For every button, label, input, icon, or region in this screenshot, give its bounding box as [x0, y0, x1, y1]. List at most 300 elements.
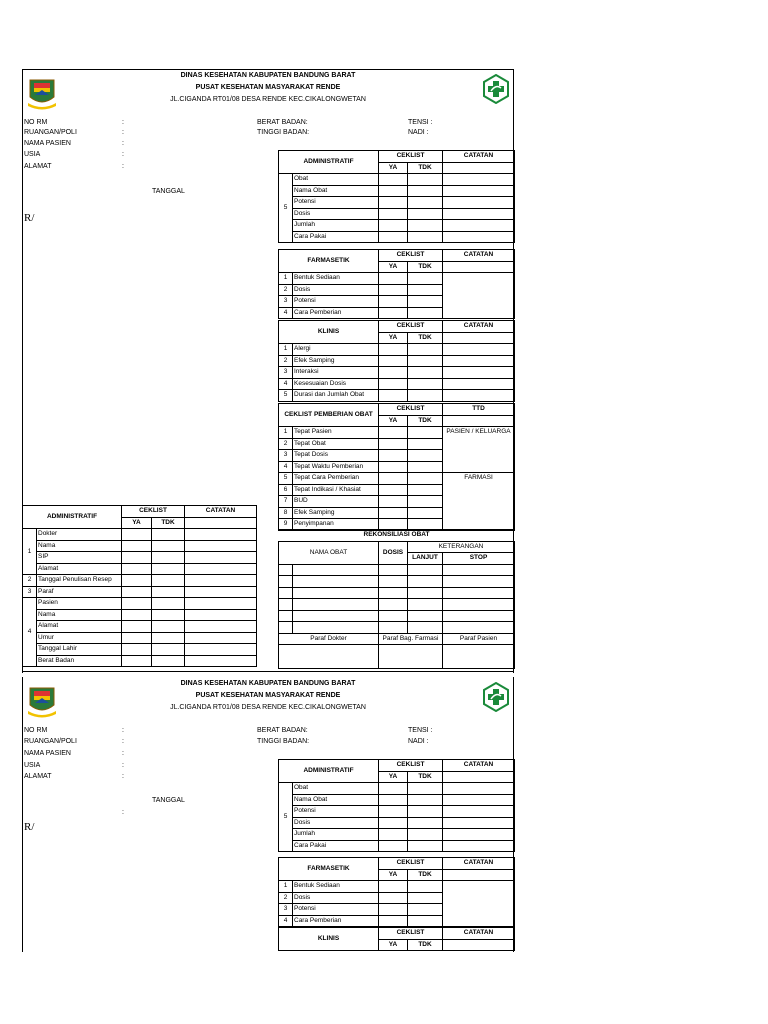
catatan-cell[interactable] — [443, 231, 515, 243]
item-label: Tepat Indikasi / Khasiat — [293, 484, 379, 496]
catatan-cell[interactable] — [443, 273, 515, 319]
check-tdk[interactable] — [408, 367, 443, 379]
check-ya[interactable] — [122, 586, 152, 598]
check-tdk[interactable] — [152, 563, 185, 575]
check-ya[interactable] — [379, 390, 408, 402]
table-row — [279, 587, 515, 599]
check-tdk[interactable] — [408, 450, 443, 462]
item-label: Tepat Waktu Pemberian — [293, 461, 379, 473]
catatan-cell[interactable] — [185, 609, 257, 621]
paraf-pasien[interactable]: Paraf Pasien — [443, 633, 515, 645]
tdk-header: TDK — [408, 869, 443, 881]
item-label: Tepat Dosis — [293, 450, 379, 462]
table-row — [279, 564, 515, 576]
stop-cell[interactable] — [443, 576, 515, 588]
header-office: DINAS KESEHATAN KABUPATEN BANDUNG BARAT — [180, 72, 356, 79]
paraf-dokter-space[interactable] — [279, 645, 379, 669]
check-tdk[interactable] — [408, 806, 443, 818]
check-tdk[interactable] — [408, 208, 443, 220]
farmasetik-title: FARMASETIK — [279, 250, 379, 273]
row-number: 8 — [279, 507, 293, 519]
administratif-left-title: ADMINISTRATIF — [23, 506, 122, 529]
header-office: DINAS KESEHATAN KABUPATEN BANDUNG BARAT — [180, 680, 356, 687]
check-tdk[interactable] — [408, 904, 443, 916]
check-ya[interactable] — [122, 563, 152, 575]
item-label: Jumlah — [293, 829, 379, 841]
item-label: Tepat Pasien — [293, 427, 379, 439]
check-tdk[interactable] — [408, 284, 443, 296]
check-ya[interactable] — [379, 174, 408, 186]
label-no-rm: NO RM — [24, 727, 48, 734]
check-ya[interactable] — [379, 904, 408, 916]
row-number: 2 — [279, 355, 293, 367]
row-number: 2 — [23, 575, 37, 587]
check-tdk[interactable] — [152, 540, 185, 552]
item-label: Durasi dan Jumlah Obat — [293, 390, 379, 402]
item-label: Alamat — [37, 621, 122, 633]
check-ya[interactable] — [379, 915, 408, 927]
check-ya[interactable] — [379, 484, 408, 496]
administratif-table — [278, 150, 515, 243]
table-row — [279, 622, 515, 634]
colon: : — [122, 140, 124, 147]
item-label: Nama Obat — [293, 185, 379, 197]
ceklist-header: CEKLIST — [379, 858, 443, 870]
catatan-cell[interactable] — [443, 817, 515, 829]
item-label: Tepat Cara Pemberian — [293, 473, 379, 485]
lanjut-cell[interactable] — [408, 587, 443, 599]
label-no-rm: NO RM — [24, 119, 48, 126]
label-tensi: TENSI : — [408, 119, 433, 126]
item-label: Efek Samping — [293, 355, 379, 367]
stop-cell[interactable] — [443, 610, 515, 622]
label-alamat: ALAMAT — [24, 773, 52, 780]
row-number: 5 — [279, 473, 293, 485]
label-tinggi-badan: TINGGI BADAN: — [257, 738, 310, 745]
paraf-farmasi-space[interactable] — [379, 645, 443, 669]
rekonsiliasi-title: REKONSILIASI OBAT — [279, 530, 515, 542]
check-ya[interactable] — [379, 185, 408, 197]
ya-header: YA — [379, 261, 408, 273]
catatan-cell[interactable] — [443, 197, 515, 209]
item-label: Efek Samping — [293, 507, 379, 519]
ceklist-header: CEKLIST — [122, 506, 185, 518]
check-ya[interactable] — [379, 296, 408, 308]
check-tdk[interactable] — [408, 231, 443, 243]
item-label: Jumlah — [293, 220, 379, 232]
dosis-cell[interactable] — [379, 576, 408, 588]
row-number: 2 — [279, 438, 293, 450]
row-number: 4 — [279, 307, 293, 319]
check-tdk[interactable] — [152, 644, 185, 656]
catatan-cell[interactable] — [443, 174, 515, 186]
item-label: Umur — [37, 632, 122, 644]
stop-cell[interactable] — [443, 622, 515, 634]
catatan-cell[interactable] — [185, 598, 257, 610]
label-nama-pasien: NAMA PASIEN — [24, 750, 71, 757]
item-label: Interaksi — [293, 367, 379, 379]
check-tdk[interactable] — [408, 794, 443, 806]
label-ruangan: RUANGAN/POLI — [24, 129, 77, 136]
item-label: SIP — [37, 552, 122, 564]
farmasetik-table — [278, 249, 515, 319]
ceklist-header: CEKLIST — [379, 321, 443, 333]
catatan-cell[interactable] — [443, 355, 515, 367]
check-tdk[interactable] — [408, 296, 443, 308]
catatan-cell[interactable] — [443, 344, 515, 356]
check-ya[interactable] — [379, 794, 408, 806]
catatan-header: CATATAN — [443, 928, 515, 940]
colon: : — [122, 151, 124, 158]
label-nama-pasien: NAMA PASIEN — [24, 140, 71, 147]
dosis-cell[interactable] — [379, 587, 408, 599]
check-tdk[interactable] — [152, 655, 185, 667]
item-label: Dokter — [37, 529, 122, 541]
check-tdk[interactable] — [408, 496, 443, 508]
check-tdk[interactable] — [408, 840, 443, 852]
check-ya[interactable] — [379, 496, 408, 508]
catatan-header: CATATAN — [443, 321, 515, 333]
nama-obat-cell[interactable] — [293, 622, 379, 634]
item-label: Penyimpanan — [293, 519, 379, 531]
label-tanggal: TANGGAL — [152, 797, 185, 804]
stop-cell[interactable] — [443, 587, 515, 599]
catatan-cell[interactable] — [443, 390, 515, 402]
header-puskesmas: PUSAT KESEHATAN MASYARAKAT RENDE — [195, 84, 341, 91]
check-tdk[interactable] — [408, 817, 443, 829]
row-number: 1 — [279, 344, 293, 356]
catatan-header: CATATAN — [443, 151, 515, 163]
nama-obat-header: NAMA OBAT — [279, 541, 379, 564]
dosis-cell[interactable] — [379, 564, 408, 576]
dosis-cell[interactable] — [379, 610, 408, 622]
tdk-header: TDK — [408, 332, 443, 344]
check-ya[interactable] — [379, 231, 408, 243]
stop-header: STOP — [443, 553, 515, 565]
label-usia: USIA — [24, 762, 41, 769]
check-tdk[interactable] — [152, 529, 185, 541]
check-ya[interactable] — [379, 273, 408, 285]
ceklist-header: CEKLIST — [379, 151, 443, 163]
prescription-form-1 — [22, 69, 514, 673]
paraf-dokter[interactable]: Paraf Dokter — [279, 633, 379, 645]
item-label: Dosis — [293, 892, 379, 904]
row-number: 3 — [279, 904, 293, 916]
item-label: Tepat Obat — [293, 438, 379, 450]
nama-obat-cell[interactable] — [293, 599, 379, 611]
check-ya[interactable] — [379, 378, 408, 390]
check-tdk[interactable] — [408, 881, 443, 893]
ya-header: YA — [122, 517, 152, 529]
ceklist-header: CEKLIST — [379, 928, 443, 940]
check-ya[interactable] — [379, 355, 408, 367]
row-number: 1 — [279, 881, 293, 893]
check-tdk[interactable] — [152, 598, 185, 610]
klinis-table — [278, 927, 515, 951]
check-ya[interactable] — [122, 598, 152, 610]
label-alamat: ALAMAT — [24, 163, 52, 170]
row-number: 5 — [279, 174, 293, 243]
lanjut-cell[interactable] — [408, 622, 443, 634]
check-tdk[interactable] — [408, 185, 443, 197]
check-tdk[interactable] — [408, 915, 443, 927]
dosis-cell[interactable] — [379, 599, 408, 611]
catatan-cell[interactable] — [185, 586, 257, 598]
catatan-cell[interactable] — [443, 840, 515, 852]
check-tdk[interactable] — [408, 783, 443, 795]
check-ya[interactable] — [379, 892, 408, 904]
check-tdk[interactable] — [408, 220, 443, 232]
label-nadi: NADI : — [408, 738, 429, 745]
check-tdk[interactable] — [408, 307, 443, 319]
catatan-cell[interactable] — [443, 378, 515, 390]
check-tdk[interactable] — [408, 355, 443, 367]
nama-obat-cell[interactable] — [293, 610, 379, 622]
check-ya[interactable] — [379, 438, 408, 450]
nama-obat-cell[interactable] — [293, 576, 379, 588]
item-label: Potensi — [293, 904, 379, 916]
item-label: Kesesuaian Dosis — [293, 378, 379, 390]
check-ya[interactable] — [122, 632, 152, 644]
check-ya[interactable] — [122, 552, 152, 564]
check-tdk[interactable] — [152, 609, 185, 621]
colon: : — [122, 129, 124, 136]
label-berat-badan: BERAT BADAN: — [257, 727, 308, 734]
ttd-header: TTD — [443, 404, 515, 416]
item-label: Cara Pakai — [293, 231, 379, 243]
check-ya[interactable] — [379, 307, 408, 319]
catatan-cell[interactable] — [443, 806, 515, 818]
check-ya[interactable] — [122, 540, 152, 552]
tdk-header: TDK — [408, 939, 443, 951]
colon: : — [122, 163, 124, 170]
catatan-cell[interactable] — [185, 563, 257, 575]
ceklist-header: CEKLIST — [379, 760, 443, 772]
item-label: Nama — [37, 609, 122, 621]
check-ya[interactable] — [379, 881, 408, 893]
check-ya[interactable] — [379, 284, 408, 296]
lanjut-cell[interactable] — [408, 599, 443, 611]
check-ya[interactable] — [379, 806, 408, 818]
check-tdk[interactable] — [152, 575, 185, 587]
check-ya[interactable] — [379, 344, 408, 356]
lanjut-cell[interactable] — [408, 564, 443, 576]
rekonsiliasi-table — [278, 529, 515, 669]
ceklist-pemberian-table — [278, 403, 515, 531]
item-label: Obat — [293, 783, 379, 795]
check-ya[interactable] — [379, 817, 408, 829]
check-ya[interactable] — [379, 208, 408, 220]
table-row — [279, 610, 515, 622]
catatan-cell[interactable] — [443, 829, 515, 841]
check-ya[interactable] — [379, 220, 408, 232]
klinis-title: KLINIS — [279, 928, 379, 951]
item-label: Alamat — [37, 563, 122, 575]
row-number: 1 — [23, 529, 37, 575]
lanjut-cell[interactable] — [408, 610, 443, 622]
item-label: Potensi — [293, 197, 379, 209]
lanjut-cell[interactable] — [408, 576, 443, 588]
check-tdk[interactable] — [152, 632, 185, 644]
check-tdk[interactable] — [408, 507, 443, 519]
row-number: 2 — [279, 892, 293, 904]
check-tdk[interactable] — [408, 273, 443, 285]
row-number: 9 — [279, 519, 293, 531]
catatan-cell[interactable] — [185, 529, 257, 541]
check-tdk[interactable] — [408, 473, 443, 485]
paraf-farmasi[interactable]: Paraf Bag. Farmasi — [379, 633, 443, 645]
item-label: Pasien — [37, 598, 122, 610]
check-ya[interactable] — [379, 427, 408, 439]
catatan-cell[interactable] — [185, 655, 257, 667]
catatan-cell[interactable] — [443, 881, 515, 927]
colon: : — [122, 738, 124, 745]
ttd-farmasi[interactable]: FARMASI — [443, 473, 515, 531]
check-ya[interactable] — [379, 783, 408, 795]
item-label: Cara Pemberian — [293, 915, 379, 927]
catatan-cell[interactable] — [185, 621, 257, 633]
catatan-cell[interactable] — [443, 794, 515, 806]
row-number: 4 — [279, 915, 293, 927]
farmasetik-table — [278, 857, 515, 927]
catatan-cell[interactable] — [185, 540, 257, 552]
item-label: BUD — [293, 496, 379, 508]
check-ya[interactable] — [122, 609, 152, 621]
colon: : — [122, 809, 124, 816]
keterangan-header: KETERANGAN — [408, 541, 515, 553]
check-tdk[interactable] — [408, 197, 443, 209]
catatan-cell[interactable] — [443, 185, 515, 197]
colon: : — [122, 727, 124, 734]
catatan-cell[interactable] — [185, 575, 257, 587]
ttd-pasien-keluarga[interactable]: PASIEN / KELUARGA — [443, 427, 515, 473]
item-label: Tanggal Lahir — [37, 644, 122, 656]
catatan-cell[interactable] — [443, 783, 515, 795]
stop-cell[interactable] — [443, 564, 515, 576]
colon: : — [122, 762, 124, 769]
check-tdk[interactable] — [408, 829, 443, 841]
item-label: Tanggal Penulisan Resep — [37, 575, 122, 587]
catatan-header: CATATAN — [443, 858, 515, 870]
tdk-header: TDK — [408, 771, 443, 783]
administratif-title: ADMINISTRATIF — [279, 760, 379, 783]
table-row — [279, 576, 515, 588]
catatan-cell[interactable] — [185, 632, 257, 644]
colon: : — [122, 119, 124, 126]
check-ya[interactable] — [379, 197, 408, 209]
catatan-cell[interactable] — [185, 644, 257, 656]
row-number: 7 — [279, 496, 293, 508]
row-number: 2 — [279, 284, 293, 296]
row-number: 4 — [279, 461, 293, 473]
dosis-header: DOSIS — [379, 541, 408, 564]
ya-header: YA — [379, 771, 408, 783]
label-berat-badan: BERAT BADAN: — [257, 119, 308, 126]
colon: : — [122, 750, 124, 757]
label-ruangan: RUANGAN/POLI — [24, 738, 77, 745]
tdk-header: TDK — [152, 517, 185, 529]
check-ya[interactable] — [379, 829, 408, 841]
header-address: JL.CIGANDA RT01/08 DESA RENDE KEC.CIKALONGWETAN — [170, 96, 366, 103]
check-ya[interactable] — [122, 655, 152, 667]
catatan-header: CATATAN — [443, 250, 515, 262]
check-tdk[interactable] — [152, 586, 185, 598]
check-tdk[interactable] — [152, 621, 185, 633]
nama-obat-cell[interactable] — [293, 564, 379, 576]
check-tdk[interactable] — [408, 438, 443, 450]
klinis-title: KLINIS — [279, 321, 379, 344]
row-number: 3 — [279, 367, 293, 379]
table-row — [279, 599, 515, 611]
check-ya[interactable] — [379, 507, 408, 519]
tdk-header: TDK — [408, 415, 443, 427]
item-label: Potensi — [293, 806, 379, 818]
catatan-cell[interactable] — [443, 208, 515, 220]
row-number: 6 — [279, 484, 293, 496]
check-ya[interactable] — [122, 575, 152, 587]
item-label: Cara Pakai — [293, 840, 379, 852]
check-ya[interactable] — [122, 529, 152, 541]
ya-header: YA — [379, 332, 408, 344]
check-ya[interactable] — [379, 473, 408, 485]
catatan-header: CATATAN — [443, 760, 515, 772]
row-number: 3 — [23, 586, 37, 598]
prescription-form-2 — [22, 677, 514, 1024]
administratif-table — [278, 759, 515, 852]
item-label: Dosis — [293, 817, 379, 829]
farmasetik-title: FARMASETIK — [279, 858, 379, 881]
check-tdk[interactable] — [408, 892, 443, 904]
row-number: 5 — [279, 783, 293, 852]
klinis-table — [278, 320, 515, 402]
label-nadi: NADI : — [408, 129, 429, 136]
nama-obat-cell[interactable] — [293, 587, 379, 599]
ceklist-header: CEKLIST — [379, 404, 443, 416]
item-label: Nama Obat — [293, 794, 379, 806]
check-ya[interactable] — [379, 450, 408, 462]
administratif-left-table — [22, 505, 257, 667]
check-tdk[interactable] — [408, 461, 443, 473]
catatan-cell[interactable] — [443, 220, 515, 232]
check-tdk[interactable] — [408, 174, 443, 186]
check-ya[interactable] — [122, 644, 152, 656]
check-tdk[interactable] — [152, 552, 185, 564]
paraf-pasien-space[interactable] — [443, 645, 515, 669]
check-tdk[interactable] — [408, 390, 443, 402]
lanjut-header: LANJUT — [408, 553, 443, 565]
item-label: Dosis — [293, 284, 379, 296]
check-ya[interactable] — [379, 461, 408, 473]
catatan-cell[interactable] — [443, 367, 515, 379]
stop-cell[interactable] — [443, 599, 515, 611]
catatan-cell[interactable] — [185, 552, 257, 564]
check-ya[interactable] — [379, 367, 408, 379]
check-ya[interactable] — [122, 621, 152, 633]
check-tdk[interactable] — [408, 427, 443, 439]
dosis-cell[interactable] — [379, 622, 408, 634]
check-tdk[interactable] — [408, 484, 443, 496]
item-label: Bentuk Sediaan — [293, 881, 379, 893]
item-label: Berat Badan — [37, 655, 122, 667]
check-tdk[interactable] — [408, 344, 443, 356]
ya-header: YA — [379, 869, 408, 881]
label-tanggal: TANGGAL — [152, 188, 185, 195]
check-tdk[interactable] — [408, 378, 443, 390]
row-number: 1 — [279, 427, 293, 439]
check-ya[interactable] — [379, 840, 408, 852]
item-label: Nama — [37, 540, 122, 552]
header-address: JL.CIGANDA RT01/08 DESA RENDE KEC.CIKALONGWETAN — [170, 704, 366, 711]
